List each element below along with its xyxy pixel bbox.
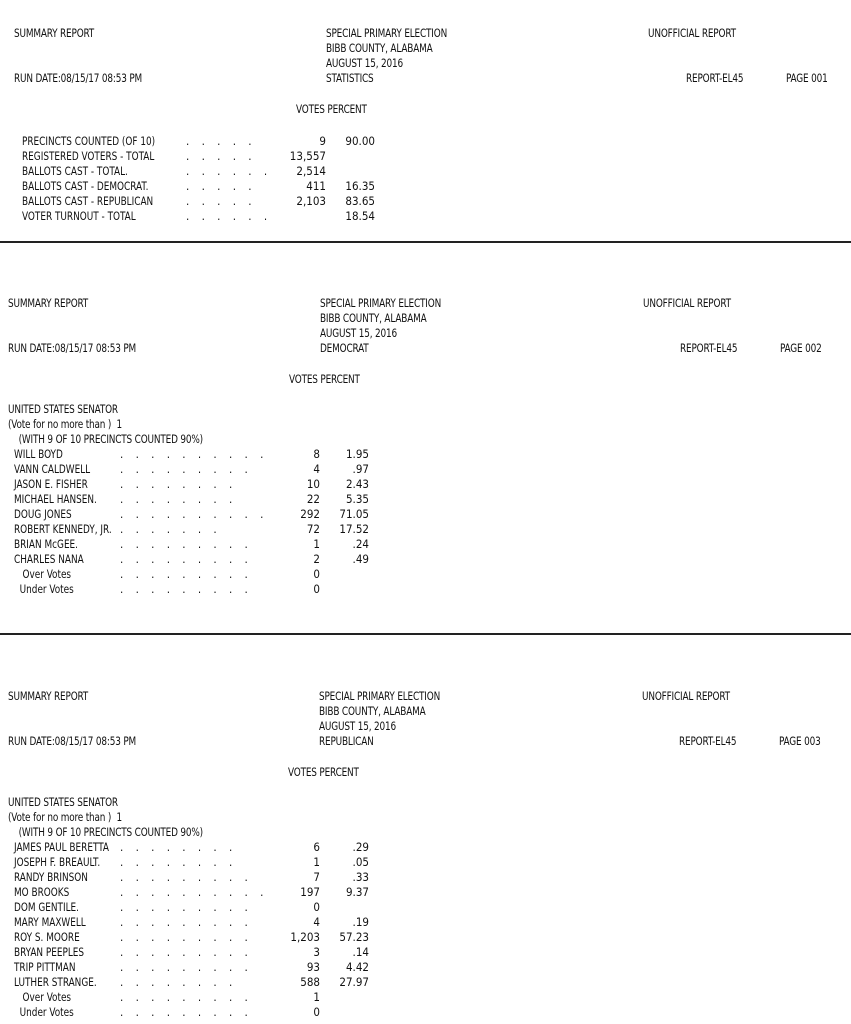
- unofficial-report-label: UNOFFICIAL REPORT: [648, 26, 736, 40]
- votes-value: 4: [313, 915, 320, 929]
- percent-value: 57.23: [339, 930, 369, 944]
- percent-value: .97: [352, 462, 369, 476]
- votes-value: 8: [313, 447, 320, 461]
- votes-value: 0: [313, 567, 320, 581]
- row-label: BALLOTS CAST - REPUBLICAN: [22, 194, 154, 208]
- run-date: RUN DATE:08/15/17 08:53 PM: [8, 341, 137, 355]
- contest-line: (Vote for no more than ) 1: [8, 810, 123, 824]
- report-title-line: SPECIAL PRIMARY ELECTION: [320, 296, 442, 310]
- leader-dots: . . . . .: [186, 194, 257, 208]
- row-label: WILL BOYD: [14, 447, 63, 461]
- votes-value: 9: [319, 134, 326, 148]
- row-label: Over Votes: [14, 990, 72, 1004]
- report-title-line: DEMOCRAT: [320, 341, 369, 355]
- leader-dots: . . . . . . . . . .: [120, 447, 268, 461]
- leader-dots: . . . . . . . . .: [120, 900, 253, 914]
- row-label: RANDY BRINSON: [14, 870, 88, 884]
- run-date: RUN DATE:08/15/17 08:53 PM: [14, 71, 143, 85]
- leader-dots: . . . . . . . . .: [120, 945, 253, 959]
- votes-value: 0: [313, 1005, 320, 1019]
- report-title-line: AUGUST 15, 2016: [326, 56, 403, 70]
- percent-value: .05: [352, 855, 369, 869]
- votes-value: 1: [313, 990, 320, 1004]
- votes-value: 22: [306, 492, 320, 506]
- votes-value: 93: [306, 960, 320, 974]
- percent-value: 18.54: [345, 209, 375, 223]
- percent-value: .49: [352, 552, 369, 566]
- votes-value: 197: [300, 885, 320, 899]
- leader-dots: . . . . . . . . . .: [120, 507, 268, 521]
- report-id: REPORT-EL45: [680, 341, 738, 355]
- leader-dots: . . . . . . . .: [120, 477, 237, 491]
- unofficial-report-label: UNOFFICIAL REPORT: [643, 296, 731, 310]
- report-title-line: STATISTICS: [326, 71, 374, 85]
- contest-line: UNITED STATES SENATOR: [8, 402, 118, 416]
- leader-dots: . . . . . .: [186, 209, 272, 223]
- votes-value: 2: [313, 552, 320, 566]
- percent-value: 5.35: [345, 492, 369, 506]
- votes-value: 1,203: [290, 930, 320, 944]
- page-number: PAGE 002: [780, 341, 822, 355]
- percent-value: .14: [352, 945, 369, 959]
- report-page: [0, 26, 851, 266]
- leader-dots: . . . . . . . . .: [120, 582, 253, 596]
- row-label: BALLOTS CAST - TOTAL.: [22, 164, 128, 178]
- votes-value: 0: [313, 900, 320, 914]
- row-label: PRECINCTS COUNTED (OF 10): [22, 134, 156, 148]
- leader-dots: . . . . . . . . .: [120, 537, 253, 551]
- summary-report-label: SUMMARY REPORT: [8, 296, 89, 310]
- leader-dots: . . . . . . . . .: [120, 915, 253, 929]
- leader-dots: . . . . . . . . .: [120, 990, 253, 1004]
- page-number: PAGE 001: [786, 71, 828, 85]
- votes-value: 13,557: [289, 149, 326, 163]
- leader-dots: . . . . . . . . .: [120, 870, 253, 884]
- report-title-line: BIBB COUNTY, ALABAMA: [319, 704, 426, 718]
- row-label: BRYAN PEEPLES: [14, 945, 85, 959]
- percent-value: 27.97: [339, 975, 369, 989]
- column-header: VOTES PERCENT: [289, 372, 360, 386]
- leader-dots: . . . . . . . .: [120, 975, 237, 989]
- contest-line: (WITH 9 OF 10 PRECINCTS COUNTED 90%): [8, 432, 203, 446]
- votes-value: 10: [306, 477, 320, 491]
- report-title-line: SPECIAL PRIMARY ELECTION: [319, 689, 441, 703]
- leader-dots: . . . . . . . . .: [120, 1005, 253, 1019]
- votes-value: 1: [313, 855, 320, 869]
- report-title-line: BIBB COUNTY, ALABAMA: [320, 311, 427, 325]
- leader-dots: . . . . .: [186, 134, 257, 148]
- votes-value: 411: [306, 179, 326, 193]
- leader-dots: . . . . . . . .: [120, 492, 237, 506]
- leader-dots: . . . . . . . . .: [120, 462, 253, 476]
- leader-dots: . . . . . . . . .: [120, 552, 253, 566]
- contest-line: UNITED STATES SENATOR: [8, 795, 118, 809]
- votes-value: 3: [313, 945, 320, 959]
- row-label: DOUG JONES: [14, 507, 72, 521]
- votes-value: 1: [313, 537, 320, 551]
- row-label: Under Votes: [14, 582, 74, 596]
- row-label: VANN CALDWELL: [14, 462, 91, 476]
- row-label: VOTER TURNOUT - TOTAL: [22, 209, 136, 223]
- report-title-line: AUGUST 15, 2016: [320, 326, 397, 340]
- leader-dots: . . . . . .: [186, 164, 272, 178]
- votes-value: 588: [300, 975, 320, 989]
- contest-line: (WITH 9 OF 10 PRECINCTS COUNTED 90%): [8, 825, 203, 839]
- row-label: JAMES PAUL BERETTA: [14, 840, 109, 854]
- votes-value: 72: [306, 522, 320, 536]
- column-header: VOTES PERCENT: [296, 102, 367, 116]
- leader-dots: . . . . . . . . .: [120, 960, 253, 974]
- leader-dots: . . . . . . . .: [120, 840, 237, 854]
- report-page: [0, 689, 851, 1019]
- report-title-line: AUGUST 15, 2016: [319, 719, 396, 733]
- leader-dots: . . . . . . . . .: [120, 930, 253, 944]
- row-label: CHARLES NANA: [14, 552, 84, 566]
- percent-value: 2.43: [345, 477, 369, 491]
- percent-value: .29: [352, 840, 369, 854]
- row-label: BALLOTS CAST - DEMOCRAT.: [22, 179, 149, 193]
- row-label: TRIP PITTMAN: [14, 960, 76, 974]
- percent-value: .33: [352, 870, 369, 884]
- unofficial-report-label: UNOFFICIAL REPORT: [642, 689, 730, 703]
- percent-value: 16.35: [345, 179, 375, 193]
- leader-dots: . . . . .: [186, 179, 257, 193]
- percent-value: 71.05: [339, 507, 369, 521]
- report-title-line: BIBB COUNTY, ALABAMA: [326, 41, 433, 55]
- row-label: REGISTERED VOTERS - TOTAL: [22, 149, 155, 163]
- percent-value: 17.52: [339, 522, 369, 536]
- run-date: RUN DATE:08/15/17 08:53 PM: [8, 734, 137, 748]
- leader-dots: . . . . . . .: [120, 522, 222, 536]
- report-id: REPORT-EL45: [686, 71, 744, 85]
- summary-report-label: SUMMARY REPORT: [8, 689, 89, 703]
- column-header: VOTES PERCENT: [288, 765, 359, 779]
- percent-value: 90.00: [345, 134, 375, 148]
- votes-value: 4: [313, 462, 320, 476]
- row-label: MO BROOKS: [14, 885, 70, 899]
- contest-line: (Vote for no more than ) 1: [8, 417, 123, 431]
- row-label: DOM GENTILE.: [14, 900, 79, 914]
- report-id: REPORT-EL45: [679, 734, 737, 748]
- row-label: BRIAN McGEE.: [14, 537, 79, 551]
- votes-value: 6: [313, 840, 320, 854]
- leader-dots: . . . . . . . . . .: [120, 885, 268, 899]
- page-number: PAGE 003: [779, 734, 821, 748]
- leader-dots: . . . . .: [186, 149, 257, 163]
- row-label: ROBERT KENNEDY, JR.: [14, 522, 112, 536]
- percent-value: 83.65: [345, 194, 375, 208]
- row-label: Under Votes: [14, 1005, 74, 1019]
- votes-value: 2,514: [296, 164, 326, 178]
- leader-dots: . . . . . . . .: [120, 855, 237, 869]
- report-title-line: REPUBLICAN: [319, 734, 374, 748]
- percent-value: 9.37: [345, 885, 369, 899]
- percent-value: .19: [352, 915, 369, 929]
- page-divider: [0, 633, 851, 635]
- votes-value: 7: [313, 870, 320, 884]
- row-label: LUTHER STRANGE.: [14, 975, 97, 989]
- report-page: [0, 296, 851, 596]
- page-divider: [0, 241, 851, 243]
- row-label: MICHAEL HANSEN.: [14, 492, 97, 506]
- votes-value: 292: [300, 507, 320, 521]
- percent-value: 4.42: [345, 960, 369, 974]
- row-label: JOSEPH F. BREAULT.: [14, 855, 101, 869]
- votes-value: 0: [313, 582, 320, 596]
- percent-value: .24: [352, 537, 369, 551]
- row-label: MARY MAXWELL: [14, 915, 86, 929]
- row-label: ROY S. MOORE: [14, 930, 80, 944]
- report-title-line: SPECIAL PRIMARY ELECTION: [326, 26, 448, 40]
- summary-report-label: SUMMARY REPORT: [14, 26, 95, 40]
- votes-value: 2,103: [296, 194, 326, 208]
- leader-dots: . . . . . . . . .: [120, 567, 253, 581]
- row-label: Over Votes: [14, 567, 72, 581]
- percent-value: 1.95: [345, 447, 369, 461]
- row-label: JASON E. FISHER: [14, 477, 88, 491]
